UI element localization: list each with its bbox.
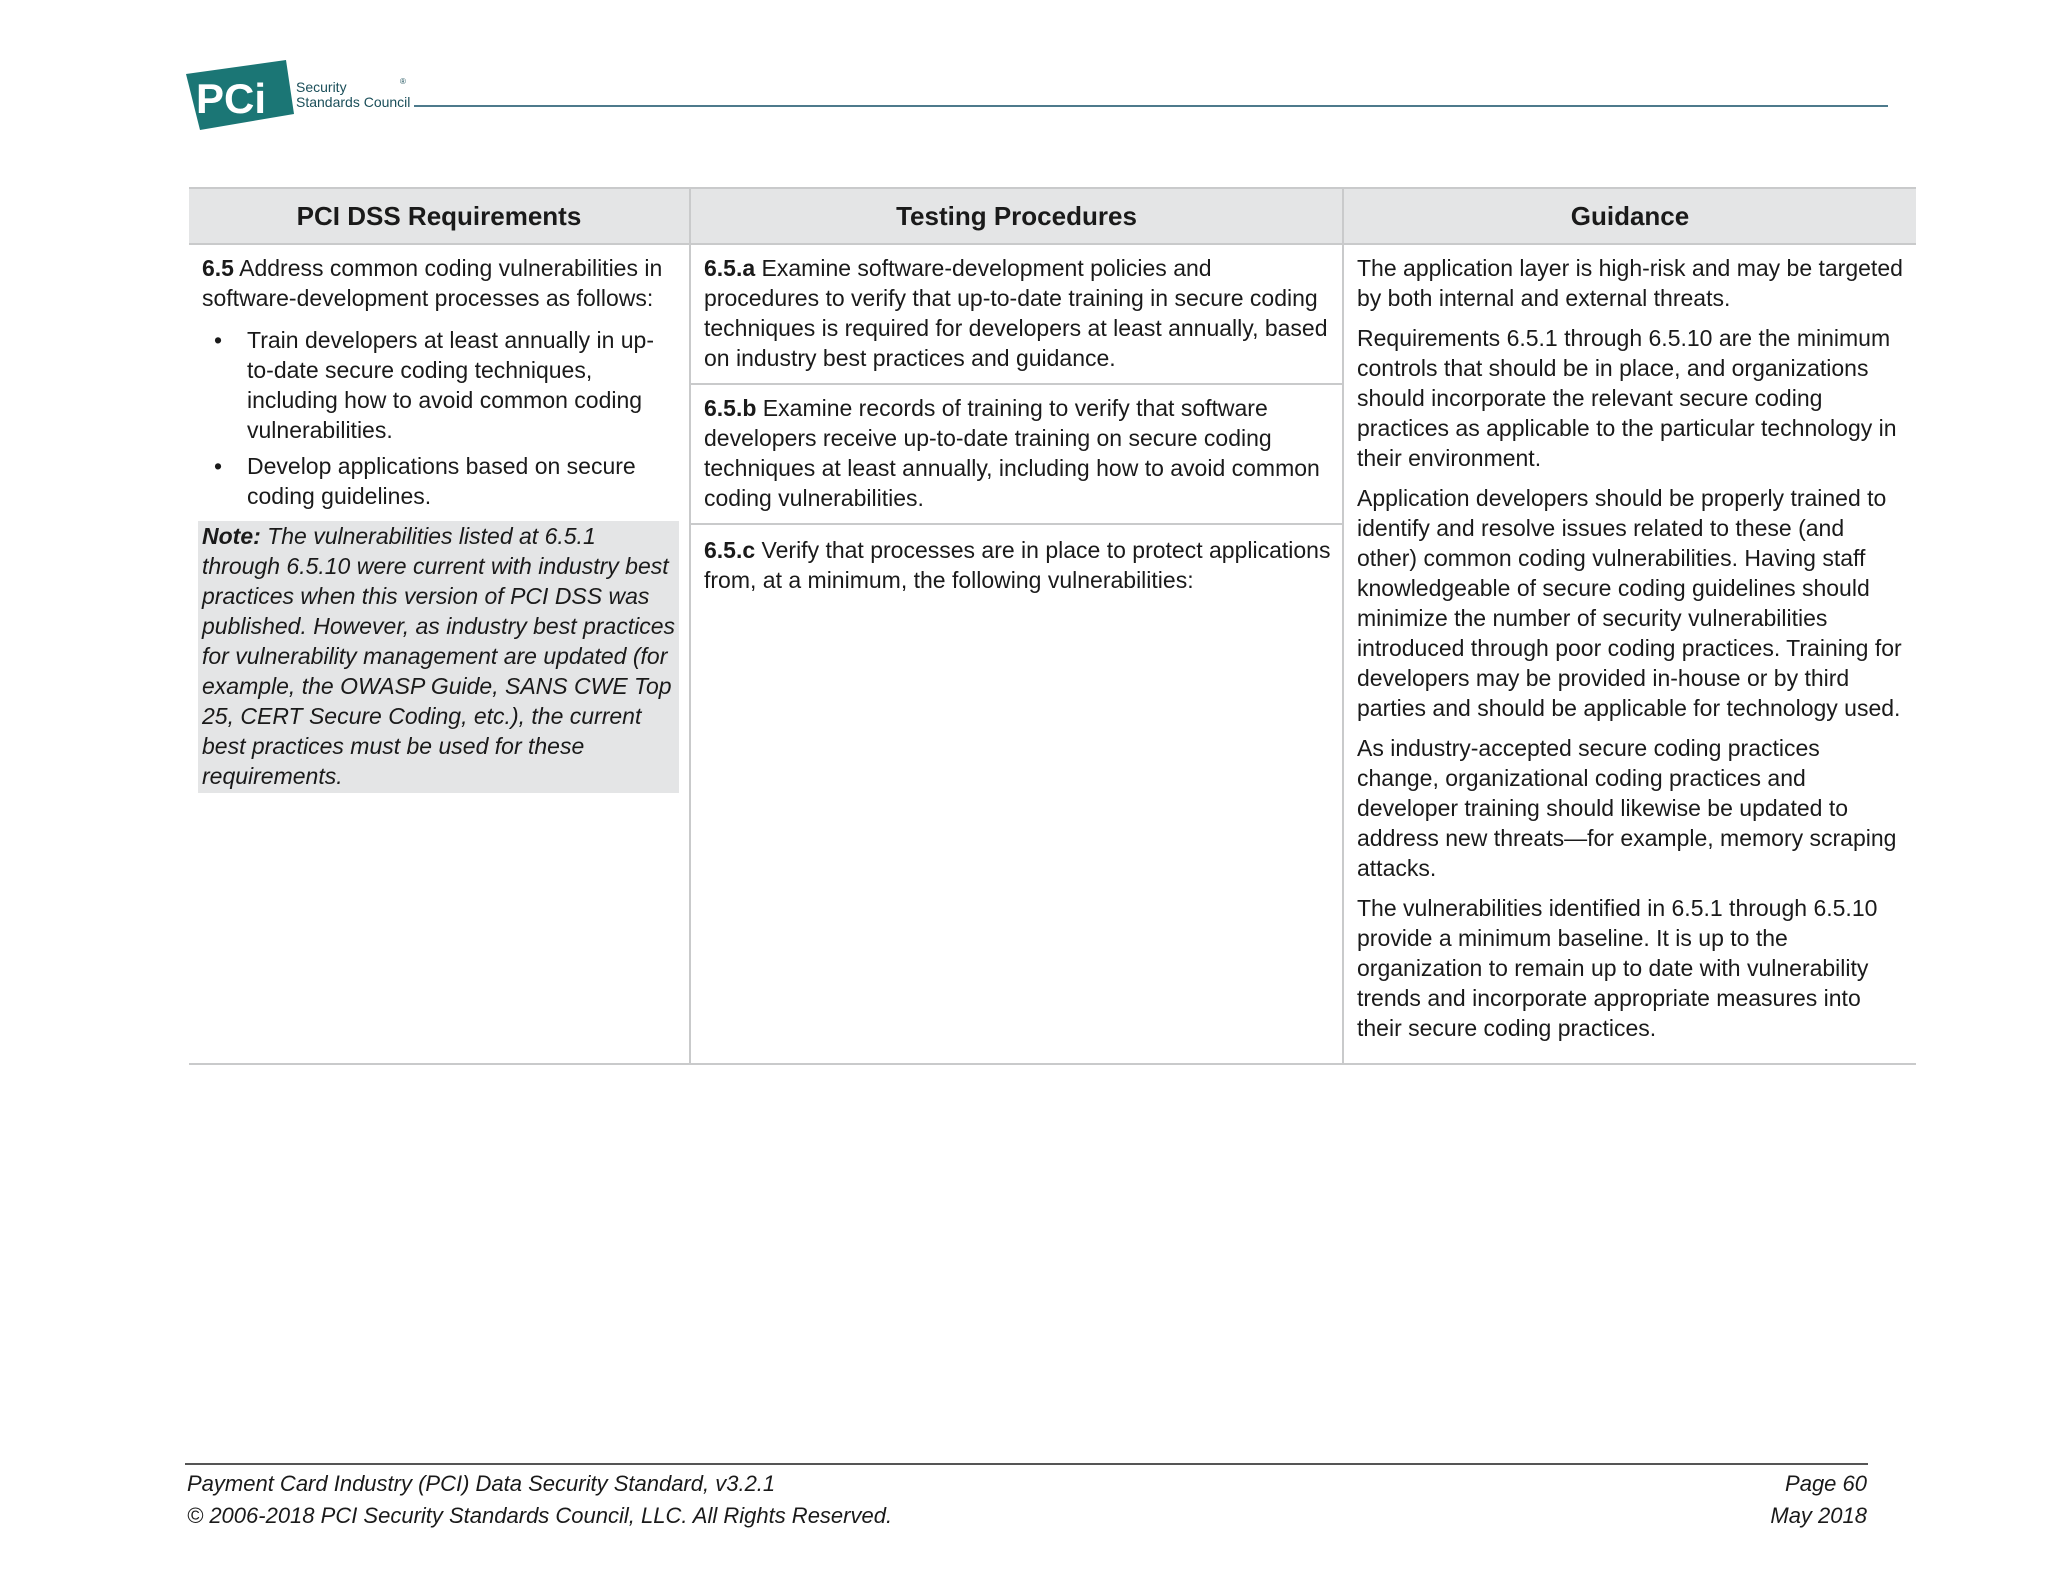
footer-doc-title: Payment Card Industry (PCI) Data Security Standard, v3.2.1 [187, 1471, 776, 1496]
footer-rule [185, 1463, 1868, 1465]
footer-date: May 2018 [1770, 1503, 1867, 1528]
requirements-table [189, 187, 1916, 1065]
logo-mark-text: PCi [196, 75, 267, 122]
logo-reg-mark: ® [400, 77, 406, 86]
testing-procedure-6-5-b [691, 385, 1342, 525]
guidance-paragraph: The vulnerabilities identified in 6.5.1 through 6.5.10 provide a minimum baseline. It is up to the organization to remain up to date with vulnerability trends and incorporate appropriate measures into their secure coding practices. [1357, 895, 1878, 1041]
footer-copyright: © 2006-2018 PCI Security Standards Council, LLC. All Rights Reserved. [187, 1503, 893, 1528]
header-guidance: Guidance [1343, 188, 1916, 244]
note-text: The vulnerabilities listed at 6.5.1 through 6.5.10 were current with industry best practices when this version of PCI DSS was published. However, as industry best practices for vulnerability management are updated (for example, the OWASP Guide, SANS CWE Top 25, CERT Secure Coding, etc.), the current best practices must be used for these requirements. [202, 523, 676, 789]
note-box [198, 521, 679, 793]
guidance-paragraph: The application layer is high-risk and may be targeted by both internal and external threats. [1357, 255, 1903, 311]
procedure-text: Examine records of training to verify that software developers receive up-to-date training on secure coding techniques at least annually, including how to avoid common coding vulnerabilities. [704, 395, 1320, 511]
testing-procedure-6-5-c [691, 525, 1342, 605]
requirement-text: Address common coding vulnerabilities in software-development processes as follows: [202, 255, 663, 311]
requirement-bullet-list [202, 325, 679, 511]
guidance-paragraph: Requirements 6.5.1 through 6.5.10 are the minimum controls that should be in place, and organizations should incorporate the relevant secure coding practices as applicable to the particular technology in their environment. [1357, 325, 1897, 471]
guidance-paragraph: Application developers should be properly trained to identify and resolve issues related to these (and other) common coding vulnerabilities. Having staff knowledgeable of secure coding guidelines should minimize the number of security vulnerabilities introduced through poor coding practices. Training for developers may be provided in-house or by third parties and should be applicable for technology used. [1357, 485, 1902, 721]
requirement-id: 6.5 [202, 255, 234, 281]
header-testing-procedures: Testing Procedures [690, 188, 1343, 244]
testing-procedures-cell [690, 244, 1343, 1064]
procedure-text: Examine software-development policies and procedures to verify that up-to-date training in secure coding techniques is required for developers at least annually, based on industry best practices and guidance. [704, 255, 1328, 371]
procedure-text: Verify that processes are in place to protect applications from, at a minimum, the following vulnerabilities: [704, 537, 1331, 593]
requirement-statement [202, 253, 679, 313]
requirement-cell [189, 244, 690, 1064]
guidance-cell [1343, 244, 1916, 1064]
procedure-id: 6.5.a [704, 255, 756, 281]
guidance-paragraph: As industry-accepted secure coding practices change, organizational coding practices and developer training should likewise be updated to address new threats—for example, memory scraping attacks. [1357, 735, 1897, 881]
pci-logo-icon [186, 58, 414, 132]
footer-page-number: Page 60 [1785, 1471, 1867, 1496]
list-item: • Train developers at least annually in up-to-date secure coding techniques, including how to avoid common coding vulnerabilities. [202, 325, 679, 445]
note-label: Note: [202, 523, 261, 549]
logo-line1-text: Security [296, 79, 347, 95]
pci-logo [186, 58, 414, 132]
procedure-id: 6.5.b [704, 395, 757, 421]
list-item: • Develop applications based on secure coding guidelines. [202, 451, 679, 511]
header-requirements: PCI DSS Requirements [189, 188, 690, 244]
testing-procedure-6-5-a [691, 245, 1342, 385]
logo-line2-text: Standards Council [296, 94, 411, 110]
table-header-row [189, 188, 1916, 244]
header-rule [414, 105, 1888, 107]
page-footer [187, 1468, 1867, 1532]
table-row [189, 244, 1916, 1064]
procedure-id: 6.5.c [704, 537, 756, 563]
